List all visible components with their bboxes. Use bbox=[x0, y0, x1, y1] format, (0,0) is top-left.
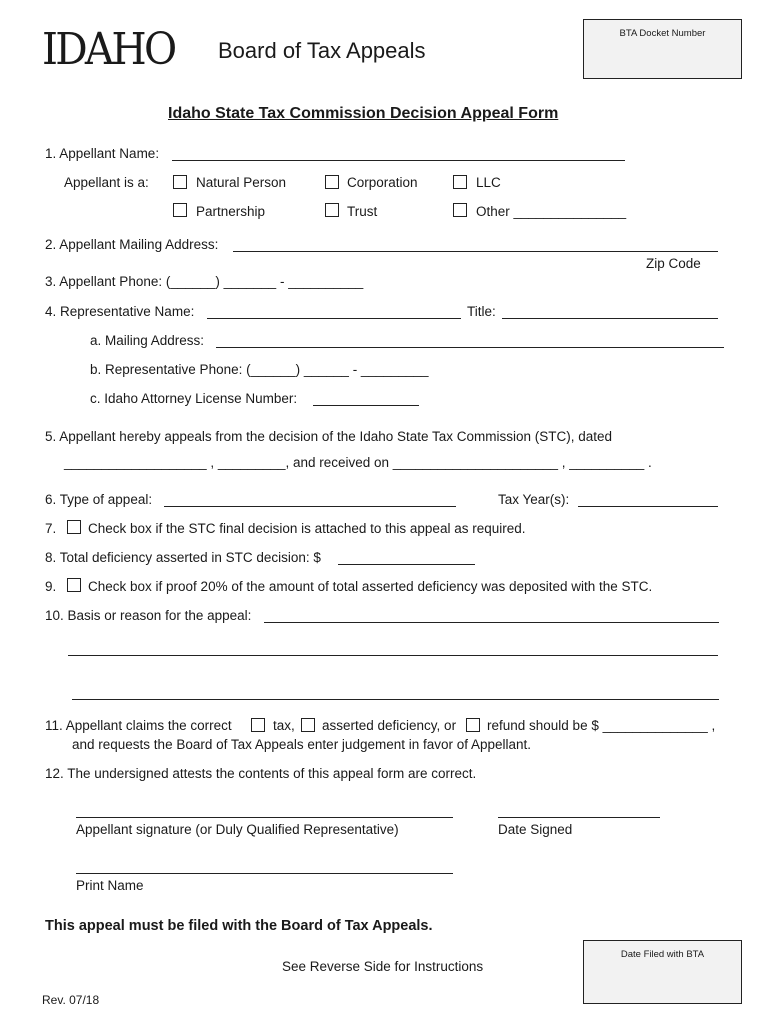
mailing-address-label: 2. Appellant Mailing Address: bbox=[45, 237, 219, 252]
representative-name-field[interactable] bbox=[207, 318, 461, 319]
type-of-appeal-field[interactable] bbox=[164, 506, 456, 507]
refund-checkbox[interactable] bbox=[466, 718, 480, 732]
rep-mailing-address-field[interactable] bbox=[216, 347, 724, 348]
appeal-dates-fields[interactable]: ___________________ , _________, and received on ______________________ , __________ . bbox=[64, 455, 652, 470]
attestation-text: 12. The undersigned attests the contents of this appeal form are correct. bbox=[45, 766, 477, 781]
item9-number: 9. bbox=[45, 579, 57, 594]
mailing-address-field[interactable] bbox=[233, 251, 718, 252]
stc-decision-attached-checkbox[interactable] bbox=[67, 520, 81, 534]
claims-correct-label: 11. Appellant claims the correct bbox=[45, 718, 232, 733]
tax-years-field[interactable] bbox=[578, 506, 718, 507]
board-title: Board of Tax Appeals bbox=[218, 38, 426, 63]
deposit-proof-label: Check box if proof 20% of the amount of total asserted deficiency was deposited with the STC. bbox=[88, 579, 653, 594]
basis-for-appeal-label: 10. Basis or reason for the appeal: bbox=[45, 608, 252, 623]
basis-line-2[interactable] bbox=[68, 655, 718, 656]
representative-name-label: 4. Representative Name: bbox=[45, 304, 195, 319]
revision-label: Rev. 07/18 bbox=[42, 993, 100, 1007]
attorney-license-label: c. Idaho Attorney License Number: bbox=[90, 391, 298, 406]
title-field[interactable] bbox=[502, 318, 718, 319]
rep-phone-field[interactable]: b. Representative Phone: (______) ______ - _________ bbox=[90, 362, 429, 377]
deposit-proof-checkbox[interactable] bbox=[67, 578, 81, 592]
tax-years-label: Tax Year(s): bbox=[498, 492, 570, 507]
print-name-field[interactable] bbox=[76, 873, 453, 874]
trust-label: Trust bbox=[347, 204, 378, 219]
other-label[interactable]: Other _______________ bbox=[476, 204, 627, 219]
see-reverse-text: See Reverse Side for Instructions bbox=[282, 959, 484, 974]
total-deficiency-label: 8. Total deficiency asserted in STC decision: $ bbox=[45, 550, 321, 565]
item7-number: 7. bbox=[45, 521, 57, 536]
appellant-name-label: 1. Appellant Name: bbox=[45, 146, 160, 161]
appellant-phone-field[interactable]: 3. Appellant Phone: (______) _______ - __________ bbox=[45, 274, 364, 289]
basis-line-3[interactable] bbox=[72, 699, 719, 700]
print-name-label: Print Name bbox=[76, 878, 144, 893]
title-label: Title: bbox=[467, 304, 496, 319]
natural-person-label: Natural Person bbox=[196, 175, 287, 190]
total-deficiency-field[interactable] bbox=[338, 564, 475, 565]
form-title: Idaho State Tax Commission Decision Appeal Form bbox=[168, 105, 559, 122]
natural-person-checkbox[interactable] bbox=[173, 175, 187, 189]
other-checkbox[interactable] bbox=[453, 203, 467, 217]
idaho-logo: IDAHO bbox=[42, 24, 175, 75]
trust-checkbox[interactable] bbox=[325, 203, 339, 217]
attorney-license-field[interactable] bbox=[313, 405, 419, 406]
basis-line-1[interactable] bbox=[264, 622, 719, 623]
docket-label: BTA Docket Number bbox=[619, 28, 706, 39]
stc-decision-attached-label: Check box if the STC final decision is attached to this appeal as required. bbox=[88, 521, 526, 536]
rep-mailing-address-label: a. Mailing Address: bbox=[90, 333, 205, 348]
judgement-request-text: and requests the Board of Tax Appeals enter judgement in favor of Appellant. bbox=[72, 737, 532, 752]
appeal-statement: 5. Appellant hereby appeals from the decision of the Idaho State Tax Commission (STC), dated bbox=[45, 429, 613, 444]
date-filed-label: Date Filed with BTA bbox=[620, 949, 705, 960]
corporation-label: Corporation bbox=[347, 175, 418, 190]
docket-number-box[interactable] bbox=[583, 19, 742, 79]
date-filed-box[interactable] bbox=[583, 940, 742, 1004]
asserted-deficiency-label: asserted deficiency, or bbox=[322, 718, 457, 733]
partnership-checkbox[interactable] bbox=[173, 203, 187, 217]
llc-label: LLC bbox=[476, 175, 501, 190]
appellant-signature-label: Appellant signature (or Duly Qualified Representative) bbox=[76, 822, 399, 837]
corporation-checkbox[interactable] bbox=[325, 175, 339, 189]
zip-code-label: Zip Code bbox=[646, 256, 701, 271]
tax-checkbox[interactable] bbox=[251, 718, 265, 732]
appellant-signature-field[interactable] bbox=[76, 817, 453, 818]
type-of-appeal-label: 6. Type of appeal: bbox=[45, 492, 153, 507]
filing-notice: This appeal must be filed with the Board of Tax Appeals. bbox=[45, 918, 433, 934]
appellant-is-label: Appellant is a: bbox=[64, 175, 149, 190]
date-signed-label: Date Signed bbox=[498, 822, 573, 837]
appellant-name-field[interactable] bbox=[172, 160, 625, 161]
asserted-deficiency-checkbox[interactable] bbox=[301, 718, 315, 732]
refund-amount-field[interactable]: refund should be $ ______________ , bbox=[487, 718, 716, 733]
partnership-label: Partnership bbox=[196, 204, 266, 219]
date-signed-field[interactable] bbox=[498, 817, 660, 818]
tax-label: tax, bbox=[273, 718, 295, 733]
llc-checkbox[interactable] bbox=[453, 175, 467, 189]
